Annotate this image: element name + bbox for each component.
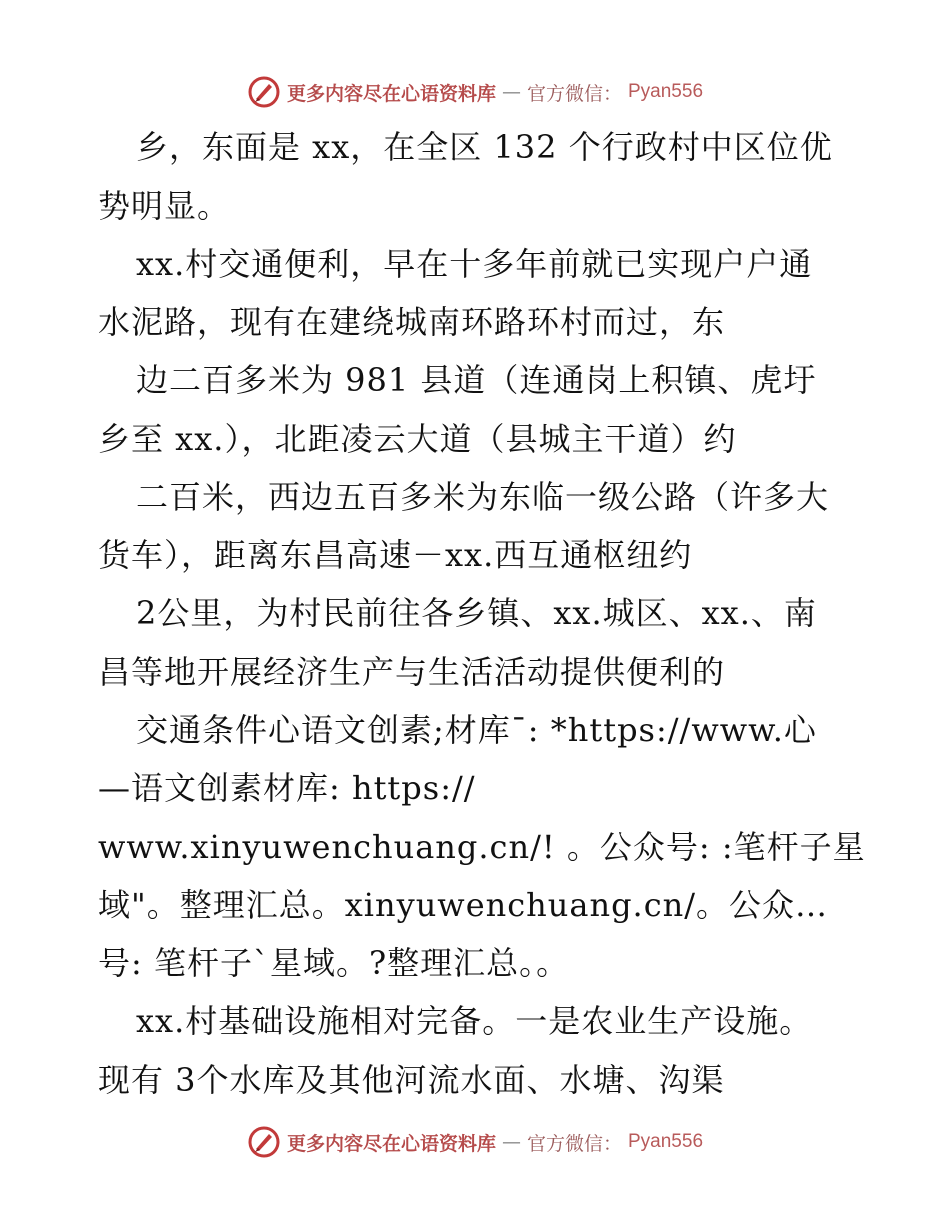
banner-separator: — (501, 1131, 521, 1153)
text-line-17: 现有 3个水库及其他河流水面、水塘、沟渠 (98, 1061, 725, 1099)
text-line-12: —语文创素材库: https:// (98, 769, 476, 807)
quill-seal-logo-icon (247, 1125, 281, 1159)
promo-text: 更多内容尽在心语资料库 (286, 1132, 496, 1155)
text-line-13: www.xinyuwenchuang.cn/! 。公众号: :笔杆子星 (98, 828, 866, 866)
text-line-15: 号: 笔杆子`星域。?整理汇总。。 (98, 944, 570, 982)
banner-separator: — (501, 81, 521, 103)
footer-watermark-banner (0, 1122, 950, 1162)
text-line-10: 昌等地开展经济生产与生活活动提供便利的 (98, 653, 726, 691)
text-line-5: 边二百多米为 981 县道（连通岗上积镇、虎圩 (136, 361, 817, 399)
text-line-9: 2公里，为村民前往各乡镇、xx.城区、xx.、南 (136, 594, 817, 632)
text-line-2: 势明显。 (98, 187, 231, 225)
text-line-7: 二百米，西边五百多米为东临一级公路（许多大 (136, 478, 830, 516)
text-line-11: 交通条件心语文创素;材库¯: *https://www.心 (136, 711, 817, 749)
text-line-8: 货车），距离东昌高速－xx.西互通枢纽约 (98, 536, 693, 574)
text-line-4: 水泥路，现有在建绕城南环路环村而过，东 (98, 303, 726, 341)
promo-text: 更多内容尽在心语资料库 (286, 82, 496, 105)
text-line-3: xx.村交通便利，早在十多年前就已实现户户通 (136, 245, 813, 283)
text-line-16: xx.村基础设施相对完备。一是农业生产设施。 (136, 1002, 813, 1040)
wechat-id: Pyan556 (628, 1131, 704, 1152)
text-line-6: 乡至 xx.），北距凌云大道（县城主干道）约 (98, 420, 737, 458)
text-line-14: 域"。整理汇总。xinyuwenchuang.cn/。公众… (98, 886, 829, 924)
official-wechat-label: 官方微信： (526, 82, 622, 105)
wechat-id: Pyan556 (628, 81, 704, 102)
text-line-1: 乡，东面是 xx，在全区 132 个行政村中区位优 (136, 128, 833, 166)
official-wechat-label: 官方微信： (526, 1132, 622, 1155)
